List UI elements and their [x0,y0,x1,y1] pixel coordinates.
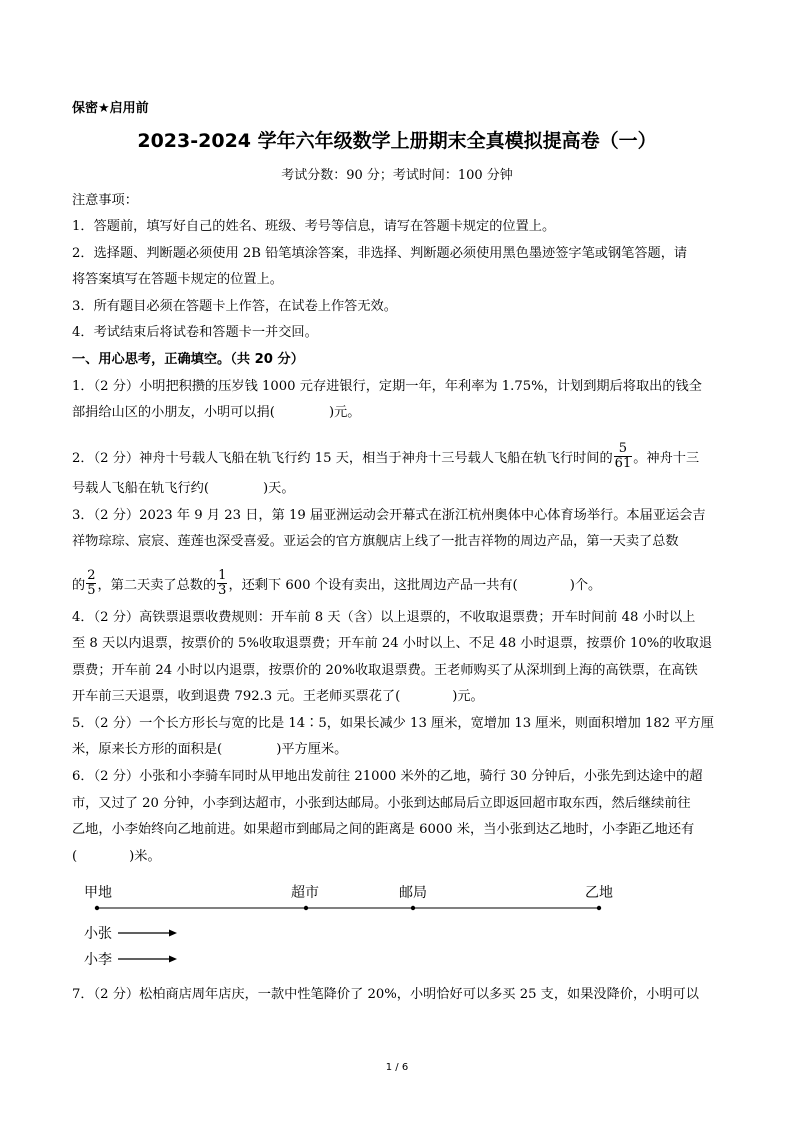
question-text: ，第二天卖了总数的 [97,578,217,593]
question-3-line: 3．（2 分）2023 年 9 月 23 日，第 19 届亚洲运动会开幕式在浙江杭州奥体中心体育场举行。本届亚运会吉 [72,508,706,523]
question-6-line [72,849,161,865]
exam-info: 考试分数：90 分；考试时间：100 分钟 [281,168,513,183]
point-label-jiadi: 甲地 [84,885,112,901]
question-3-line: 祥物琮琮、宸宸、莲莲也深受喜爱。亚运会的官方旗舰店上线了一批吉祥物的周边产品，第一天卖了总数 [72,534,679,549]
question-text: 部捐给山区的小朋友，小明可以捐( [72,405,275,420]
point-yidi [597,906,601,910]
fraction-denominator: 61 [614,456,632,471]
note-item: 1．答题前，填写好自己的姓名、班级、考号等信息，请写在答题卡规定的位置上。 [72,219,556,234]
notes-heading: 注意事项： [72,193,138,208]
question-1-line [72,405,361,421]
point-jiadi [95,906,99,910]
question-4-line [72,689,484,705]
point-label-chaoshi: 超市 [291,885,319,901]
question-3-line [72,568,602,600]
point-chaoshi [304,906,308,910]
arrow-head-li [169,956,177,963]
question-2-line [72,441,700,473]
route-diagram [72,876,632,972]
question-text: 号载人飞船在轨飞行约( [72,481,210,496]
question-text: 。神舟十三 [633,451,700,466]
question-5-line [72,742,347,758]
question-6-line: 乙地，小李始终向乙地前进。如果超市到邮局之间的距离是 6000 米，当小张到达乙地时，小李距乙地还有 [72,822,695,837]
rider-label-zhang: 小张 [84,926,112,942]
point-label-youju: 邮局 [399,885,427,901]
fraction-numerator: 2 [87,568,96,583]
page-number: 1 / 6 [385,1062,409,1073]
question-text: )元。 [452,689,484,704]
fraction [217,569,227,598]
note-item: 4．考试结束后将试卷和答题卡一并交回。 [72,325,318,340]
page-title: 2023-2024 学年六年级数学上册期末全真模拟提高卷（一） [137,130,657,152]
arrow-head-zhang [169,930,177,937]
note-item: 将答案填写在答题卡规定的位置上。 [72,272,283,287]
question-text: )平方厘米。 [276,742,348,757]
question-text: )米。 [129,849,161,864]
note-item: 3．所有题目必须在答题卡上作答，在试卷上作答无效。 [72,299,397,314]
question-7-line: 7．（2 分）松柏商店周年店庆，一款中性笔降价了 20%，小明恰好可以多买 25 支，如果没降价，小明可以 [72,987,699,1002]
note-item: 2．选择题、判断题必须使用 2B 铅笔填涂答案，非选择、判断题必须使用黑色墨迹签字笔或钢笔答题，请 [72,246,688,261]
section-heading: 一、用心思考，正确填空。（共 20 分） [72,352,304,367]
fraction-numerator: 5 [618,441,628,456]
question-text: )元。 [328,405,361,420]
question-4-line: 票费；开车前 24 小时以内退票，按票价的 20%收取退票费。王老师购买了从深圳到上海的高铁票，在高铁 [72,663,698,678]
confidential-label: 保密★启用前 [72,101,149,116]
rider-label-li: 小李 [84,952,112,968]
question-6-line: 市，又过了 20 分钟，小李到达超市，小张到达邮局。小张到达邮局后立即返回超市取东西，然后继续前往 [72,796,691,811]
fraction [86,569,96,598]
question-5-line: 5．（2 分）一个长方形长与宽的比是 14∶5，如果长减少 13 厘米，宽增加 13 厘米，则面积增加 182 平方厘 [72,716,714,731]
question-text: )个。 [569,578,602,593]
fraction-numerator: 1 [218,568,227,583]
question-1-line: 1．（2 分）小明把积攒的压岁钱 1000 元存进银行，定期一年，年利率为 1.75%，计划到期后将取出的钱全 [72,379,702,394]
question-2-line [72,481,295,497]
point-youju [411,906,415,910]
fraction [614,442,633,471]
question-text: 开车前三天退票，收到退费 792.3 元。王老师买票花了( [72,689,401,704]
question-text: 2．（2 分）神舟十号载人飞船在轨飞行约 15 天，相当于神舟十三号载人飞船在轨飞行时间的 [72,451,613,466]
question-4-line: 4．（2 分）高铁票退票收费规则：开车前 8 天（含）以上退票的，不收取退票费；开车时间前 48 小时以上 [72,610,696,625]
question-6-line: 6．（2 分）小张和小李骑车同时从甲地出发前往 21000 米外的乙地，骑行 30 分钟后，小张先到达途中的超 [72,769,703,784]
question-text: 的 [72,578,86,593]
question-4-line: 至 8 天以内退票，按票价的 5%收取退票费；开车前 24 小时以上、不足 48 小时退票，按票价 10%的收取退 [72,636,713,651]
point-label-yidi: 乙地 [585,885,613,901]
question-text: ( [72,849,78,864]
fraction-denominator: 3 [218,583,227,598]
question-text: 米，原来长方形的面积是( [72,742,223,757]
question-text: )天。 [263,481,295,496]
question-text: ，还剩下 600 个设有卖出，这批周边产品一共有( [228,578,518,593]
fraction-denominator: 5 [87,583,96,598]
